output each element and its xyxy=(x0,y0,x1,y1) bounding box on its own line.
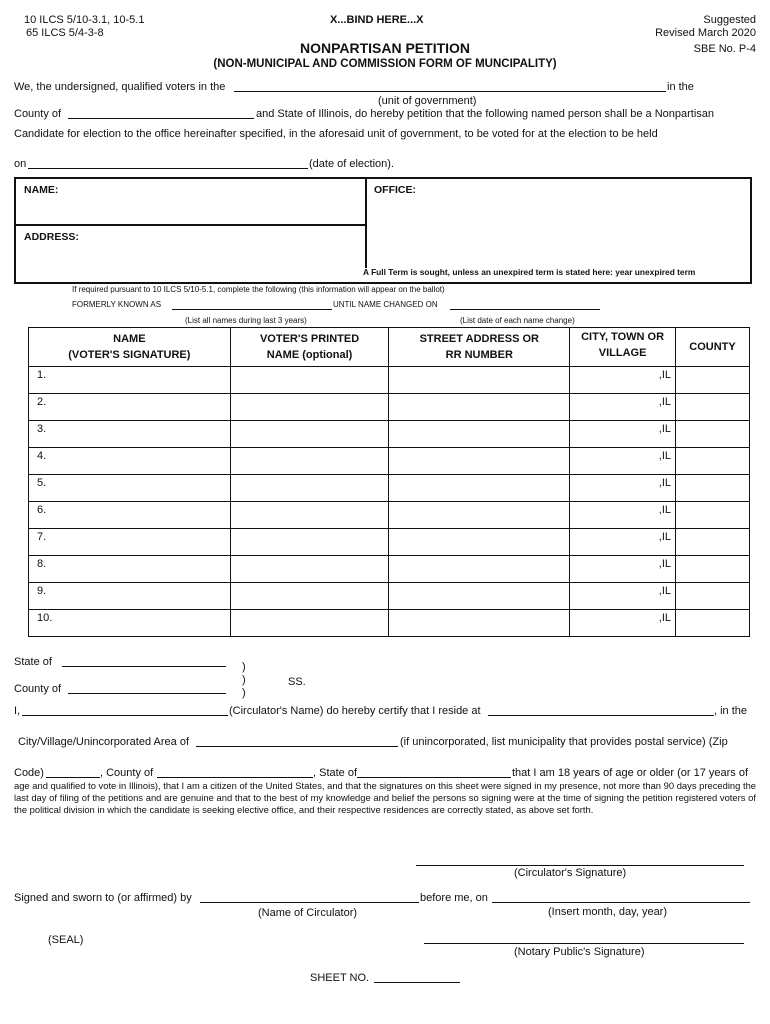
table-row xyxy=(29,583,750,610)
notary-signature-caption: (Notary Public's Signature) xyxy=(514,946,645,958)
intro-line-1: We, the undersigned, qualified voters in the xyxy=(14,81,226,93)
venue-state-field[interactable] xyxy=(62,666,226,667)
revision-date: Revised March 2020 xyxy=(655,27,756,39)
circulator-address-field[interactable] xyxy=(488,715,714,716)
sworn-circulator-name-field[interactable] xyxy=(200,902,419,903)
county-cell[interactable] xyxy=(676,583,750,610)
county-cell[interactable] xyxy=(676,394,750,421)
intro-line-3: Candidate for election to the office hereinafter specified, in the aforesaid unit of government, to be voted for at the election to be held xyxy=(14,128,658,140)
candidate-box-divider xyxy=(15,224,366,226)
voter-signature-cell[interactable]: 6. xyxy=(29,502,231,529)
age-text: that I am 18 years of age or older (or 17 years of xyxy=(512,767,749,779)
city-cell[interactable]: ,IL xyxy=(570,394,676,421)
notary-signature-field[interactable] xyxy=(424,943,744,944)
venue-county-label: County of xyxy=(14,683,62,695)
circulator-county-label: , County of xyxy=(100,767,154,779)
printed-name-cell[interactable] xyxy=(230,610,389,637)
street-address-cell[interactable] xyxy=(389,394,570,421)
circulator-name-field[interactable] xyxy=(22,715,228,716)
table-row xyxy=(29,421,750,448)
candidate-name-field[interactable] xyxy=(80,180,360,220)
office-field[interactable] xyxy=(430,180,748,260)
suggested-label: Suggested xyxy=(703,14,756,26)
city-cell[interactable]: ,IL xyxy=(570,421,676,448)
table-row xyxy=(29,367,750,394)
i-label: I, xyxy=(14,705,21,717)
table-row xyxy=(29,394,750,421)
voter-signature-cell[interactable]: 4. xyxy=(29,448,231,475)
page-subtitle: (NON-MUNICIPAL AND COMMISSION FORM OF MUNCIPALITY) xyxy=(213,58,557,70)
printed-name-cell[interactable] xyxy=(230,448,389,475)
candidate-address-field[interactable] xyxy=(90,228,360,278)
county-cell[interactable] xyxy=(676,529,750,556)
election-date-field[interactable] xyxy=(28,168,308,169)
candidate-name-label: NAME: xyxy=(24,184,59,196)
seal-label: (SEAL) xyxy=(48,934,84,946)
county-of-label: County of xyxy=(14,108,62,120)
city-cell[interactable]: ,IL xyxy=(570,475,676,502)
bind-here-mark: X...BIND HERE...X xyxy=(330,14,424,26)
former-name-field[interactable] xyxy=(172,309,332,310)
street-address-cell[interactable] xyxy=(389,583,570,610)
county-cell[interactable] xyxy=(676,421,750,448)
circulator-statement-paragraph: age and qualified to vote in Illinois), that I am a citizen of the United States, and that the signatures on this sheet were signed in my presence, not more than 90 days preceding the last day of filing of the petitions and are genuine and that to the best of my knowledge and belief the persons so signing were at the time of signing the petition registered voters of the political division in which the candidate is seeking elective office, and their respective residences are correctly stated, as above set forth. xyxy=(14,780,756,815)
term-note: A Full Term is sought, unless an unexpired term is stated here: year unexpired term xyxy=(363,267,696,277)
on-label: on xyxy=(14,158,27,170)
circulator-county-field[interactable] xyxy=(157,777,313,778)
state-of-label: State of xyxy=(14,656,52,668)
street-address-cell[interactable] xyxy=(389,529,570,556)
county-cell[interactable] xyxy=(676,610,750,637)
table-row xyxy=(29,448,750,475)
date-of-election-caption: (date of election). xyxy=(309,158,394,170)
unincorporated-note: (if unincorporated, list municipality that provides postal service) (Zip xyxy=(400,736,728,748)
former-name-note: If required pursuant to 10 ILCS 5/10-5.1, complete the following (this information will appear on the ballot) xyxy=(72,285,445,294)
city-cell[interactable]: ,IL xyxy=(570,502,676,529)
header-printed-name: VOTER'S PRINTED NAME (optional) xyxy=(230,328,389,367)
intro-line-2: and State of Illinois, do hereby petition that the following named person shall be a Nonpartisan xyxy=(256,108,715,120)
sworn-date-field[interactable] xyxy=(492,902,750,903)
city-cell[interactable]: ,IL xyxy=(570,610,676,637)
street-address-cell[interactable] xyxy=(389,502,570,529)
name-of-circulator-caption: (Name of Circulator) xyxy=(258,907,358,919)
street-address-cell[interactable] xyxy=(389,556,570,583)
former-names-caption: (List all names during last 3 years) xyxy=(185,316,307,325)
voter-signature-cell[interactable]: 8. xyxy=(29,556,231,583)
in-the-label-2: , in the xyxy=(714,705,748,717)
voter-signature-cell[interactable]: 10. xyxy=(29,610,231,637)
before-me-label: before me, on xyxy=(420,892,488,904)
insert-date-caption: (Insert month, day, year) xyxy=(548,906,668,918)
printed-name-cell[interactable] xyxy=(230,421,389,448)
venue-county-field[interactable] xyxy=(68,693,226,694)
city-cell[interactable]: ,IL xyxy=(570,367,676,394)
zip-code-field[interactable] xyxy=(46,777,100,778)
county-cell[interactable] xyxy=(676,367,750,394)
street-address-cell[interactable] xyxy=(389,421,570,448)
circulator-state-label: , State of xyxy=(313,767,358,779)
circulator-certify-text: (Circulator's Name) do hereby certify that I reside at xyxy=(229,705,481,717)
candidate-address-label: ADDRESS: xyxy=(24,231,79,243)
county-cell[interactable] xyxy=(676,556,750,583)
street-address-cell[interactable] xyxy=(389,448,570,475)
formerly-known-as-label: FORMERLY KNOWN AS xyxy=(72,300,162,309)
table-row xyxy=(29,610,750,637)
sheet-number-field[interactable] xyxy=(374,982,460,983)
printed-name-cell[interactable] xyxy=(230,556,389,583)
voter-signature-cell[interactable]: 7. xyxy=(29,529,231,556)
header-county: COUNTY xyxy=(676,328,750,367)
signature-table xyxy=(28,327,750,637)
name-change-date-field[interactable] xyxy=(450,309,600,310)
printed-name-cell[interactable] xyxy=(230,502,389,529)
voter-signature-cell[interactable]: 2. xyxy=(29,394,231,421)
city-cell[interactable]: ,IL xyxy=(570,556,676,583)
county-field[interactable] xyxy=(68,118,254,119)
city-cell[interactable]: ,IL xyxy=(570,448,676,475)
circulator-signature-field[interactable] xyxy=(416,865,744,866)
voter-signature-cell[interactable]: 3. xyxy=(29,421,231,448)
city-area-field[interactable] xyxy=(196,746,398,747)
table-row xyxy=(29,556,750,583)
circulator-signature-caption: (Circulator's Signature) xyxy=(514,867,627,879)
printed-name-cell[interactable] xyxy=(230,529,389,556)
name-change-date-caption: (List date of each name change) xyxy=(460,316,575,325)
voter-signature-cell[interactable]: 1. xyxy=(29,367,231,394)
city-cell[interactable]: ,IL xyxy=(570,529,676,556)
header-street-address: STREET ADDRESS OR RR NUMBER xyxy=(389,328,570,367)
circulator-state-field[interactable] xyxy=(357,777,511,778)
county-cell[interactable] xyxy=(676,475,750,502)
candidate-box-vertical-divider xyxy=(365,178,367,268)
printed-name-cell[interactable] xyxy=(230,583,389,610)
county-cell[interactable] xyxy=(676,502,750,529)
table-row xyxy=(29,502,750,529)
voter-signature-cell[interactable]: 9. xyxy=(29,583,231,610)
statute-reference-1: 10 ILCS 5/10-3.1, 10-5.1 xyxy=(24,14,145,26)
signed-sworn-label: Signed and sworn to (or affirmed) by xyxy=(14,892,192,904)
printed-name-cell[interactable] xyxy=(230,394,389,421)
venue-bracket: ) ) ) xyxy=(242,661,246,699)
header-voter-signature: NAME (VOTER'S SIGNATURE) xyxy=(29,328,231,367)
zip-code-label: Code) xyxy=(14,767,44,779)
printed-name-cell[interactable] xyxy=(230,367,389,394)
county-cell[interactable] xyxy=(676,448,750,475)
form-number: SBE No. P-4 xyxy=(693,43,756,55)
table-row xyxy=(29,475,750,502)
street-address-cell[interactable] xyxy=(389,610,570,637)
table-header-row xyxy=(29,328,750,367)
printed-name-cell[interactable] xyxy=(230,475,389,502)
ss-label: SS. xyxy=(288,676,306,688)
street-address-cell[interactable] xyxy=(389,367,570,394)
unit-of-government-caption: (unit of government) xyxy=(378,95,477,107)
unit-of-government-field[interactable] xyxy=(234,91,666,92)
city-area-label: City/Village/Unincorporated Area of xyxy=(18,736,190,748)
street-address-cell[interactable] xyxy=(389,475,570,502)
sheet-number-label: SHEET NO. xyxy=(310,972,370,984)
statute-reference-2: 65 ILCS 5/4-3-8 xyxy=(26,27,104,39)
office-label: OFFICE: xyxy=(374,184,416,196)
table-row xyxy=(29,529,750,556)
until-name-changed-label: UNTIL NAME CHANGED ON xyxy=(333,300,438,309)
voter-signature-cell[interactable]: 5. xyxy=(29,475,231,502)
page-title: NONPARTISAN PETITION xyxy=(299,40,471,56)
in-the-label: in the xyxy=(667,81,694,93)
city-cell[interactable]: ,IL xyxy=(570,583,676,610)
header-city: CITY, TOWN OR VILLAGE xyxy=(570,328,676,367)
